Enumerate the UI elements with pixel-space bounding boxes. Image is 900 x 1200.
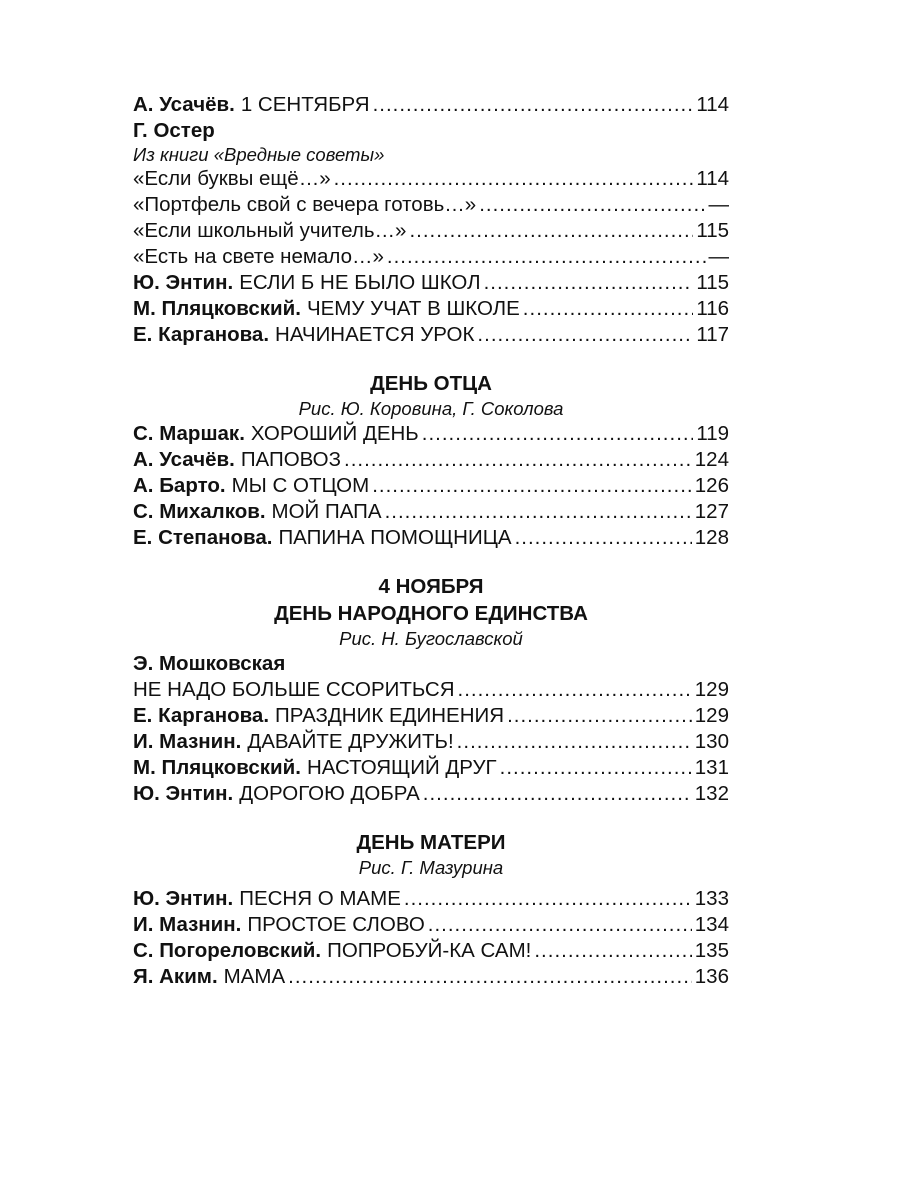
entry-title: ХОРОШИЙ ДЕНЬ xyxy=(250,422,419,445)
dot-leader xyxy=(334,166,694,192)
toc-entry xyxy=(133,703,729,729)
entry-title: ПОПРОБУЙ-КА САМ! xyxy=(327,939,532,962)
dot-leader xyxy=(428,912,692,938)
section-title: ДЕНЬ МАТЕРИ xyxy=(356,831,506,854)
toc-entry xyxy=(133,525,729,551)
dot-leader xyxy=(409,218,693,244)
entry-title: ЧЕМУ УЧАТ В ШКОЛЕ xyxy=(306,297,520,320)
entry-author: Ю. Энтин. xyxy=(133,887,234,910)
toc-entry xyxy=(133,677,729,703)
entry-page: — xyxy=(708,193,729,216)
dot-leader xyxy=(534,938,691,964)
dot-leader xyxy=(344,447,692,473)
entry-author: Я. Аким. xyxy=(133,965,218,988)
entry-title: ПРОСТОЕ СЛОВО xyxy=(247,913,425,936)
entry-title: «Портфель свой с вечера готовь…» xyxy=(133,193,477,216)
dot-leader xyxy=(372,473,692,499)
dot-leader xyxy=(373,92,694,118)
entry-author: А. Усачёв. xyxy=(133,448,235,471)
toc-entry xyxy=(133,421,729,447)
entry-title: «Есть на свете немало…» xyxy=(133,245,384,268)
entry-title: МАМА xyxy=(223,965,286,988)
dot-leader xyxy=(385,499,692,525)
entry-page: 115 xyxy=(696,271,729,294)
entry-title: НАСТОЯЩИЙ ДРУГ xyxy=(306,756,497,779)
dot-leader xyxy=(479,192,705,218)
toc-entry xyxy=(133,447,729,473)
dot-leader xyxy=(423,781,692,807)
entry-page: 114 xyxy=(696,167,729,190)
entry-page: 131 xyxy=(694,756,729,779)
entry-page: 117 xyxy=(696,323,729,346)
entry-page: 134 xyxy=(694,913,729,936)
entry-page: 128 xyxy=(694,526,729,549)
entry-page: 114 xyxy=(696,93,729,116)
dot-leader xyxy=(500,755,692,781)
entry-title: «Если школьный учитель…» xyxy=(133,219,407,242)
entry-title: МЫ С ОТЦОМ xyxy=(231,474,370,497)
entry-page: 129 xyxy=(694,678,729,701)
entry-author: И. Мазнин. xyxy=(133,913,242,936)
book-source: Из книги «Вредные советы» xyxy=(133,144,385,165)
entry-title: ПАПОВОЗ xyxy=(240,448,341,471)
toc-entry xyxy=(133,166,729,192)
entry-author: Е. Степанова. xyxy=(133,526,273,549)
entry-author: С. Михалков. xyxy=(133,500,266,523)
entry-title: ЕСЛИ Б НЕ БЫЛО ШКОЛ xyxy=(239,271,481,294)
section-date: 4 НОЯБРЯ xyxy=(378,575,484,598)
entry-page: 127 xyxy=(694,500,729,523)
entry-page: 133 xyxy=(694,887,729,910)
entry-title: ДАВАЙТЕ ДРУЖИТЬ! xyxy=(247,730,454,753)
toc-entry xyxy=(133,729,729,755)
entry-page: 130 xyxy=(694,730,729,753)
toc-entry xyxy=(133,270,729,296)
toc-entry xyxy=(133,244,729,270)
illustrator-credit: Рис. Ю. Коровина, Г. Соколова xyxy=(298,398,564,419)
entry-author: М. Пляцковский. xyxy=(133,297,301,320)
entry-author: М. Пляцковский. xyxy=(133,756,301,779)
dot-leader xyxy=(288,964,692,990)
entry-author: С. Маршак. xyxy=(133,422,245,445)
entry-title: НЕ НАДО БОЛЬШЕ ССОРИТЬСЯ xyxy=(133,678,455,701)
entry-author: Ю. Энтин. xyxy=(133,271,234,294)
dot-leader xyxy=(422,421,694,447)
entry-title: НАЧИНАЕТСЯ УРОК xyxy=(275,323,475,346)
entry-author: И. Мазнин. xyxy=(133,730,242,753)
entry-page: 124 xyxy=(694,448,729,471)
entry-page: 135 xyxy=(694,939,729,962)
illustrator-credit: Рис. Н. Бугославской xyxy=(339,628,523,649)
entry-page: 132 xyxy=(694,782,729,805)
entry-title: ДОРОГОЮ ДОБРА xyxy=(239,782,420,805)
dot-leader xyxy=(458,677,692,703)
entry-author: А. Усачёв. xyxy=(133,93,235,116)
toc-entry xyxy=(133,92,729,118)
entry-author: Е. Карганова. xyxy=(133,323,270,346)
entry-page: 115 xyxy=(696,219,729,242)
entry-author: Ю. Энтин. xyxy=(133,782,234,805)
toc-entry xyxy=(133,781,729,807)
entry-author: С. Погореловский. xyxy=(133,939,322,962)
dot-leader xyxy=(404,886,692,912)
entry-page: 129 xyxy=(694,704,729,727)
toc-entry xyxy=(133,322,729,348)
dot-leader xyxy=(477,322,693,348)
toc-entry xyxy=(133,192,729,218)
toc-entry xyxy=(133,755,729,781)
entry-page: — xyxy=(708,245,729,268)
toc-entry xyxy=(133,473,729,499)
entry-title: ПАПИНА ПОМОЩНИЦА xyxy=(278,526,512,549)
section-title: ДЕНЬ ОТЦА xyxy=(370,372,492,395)
entry-title: ПЕСНЯ О МАМЕ xyxy=(239,887,401,910)
dot-leader xyxy=(515,525,692,551)
dot-leader xyxy=(484,270,694,296)
toc-entry xyxy=(133,938,729,964)
entry-page: 119 xyxy=(696,422,729,445)
toc-entry xyxy=(133,964,729,990)
toc-entry xyxy=(133,296,729,322)
entry-title: 1 СЕНТЯБРЯ xyxy=(240,93,370,116)
table-of-contents xyxy=(133,92,729,990)
section-title: ДЕНЬ НАРОДНОГО ЕДИНСТВА xyxy=(274,602,588,625)
entry-title: «Если буквы ещё…» xyxy=(133,167,331,190)
toc-entry xyxy=(133,912,729,938)
dot-leader xyxy=(507,703,692,729)
entry-author: А. Барто. xyxy=(133,474,226,497)
illustrator-credit: Рис. Г. Мазурина xyxy=(358,857,504,878)
author-heading: Э. Мошковская xyxy=(133,652,286,675)
entry-title: ПРАЗДНИК ЕДИНЕНИЯ xyxy=(275,704,505,727)
toc-entry xyxy=(133,499,729,525)
dot-leader xyxy=(457,729,692,755)
entry-page: 126 xyxy=(694,474,729,497)
dot-leader xyxy=(523,296,694,322)
entry-title: МОЙ ПАПА xyxy=(271,500,382,523)
dot-leader xyxy=(387,244,706,270)
entry-page: 116 xyxy=(696,297,729,320)
author-heading: Г. Остер xyxy=(133,119,215,142)
entry-author: Е. Карганова. xyxy=(133,704,270,727)
toc-entry xyxy=(133,886,729,912)
toc-entry xyxy=(133,218,729,244)
entry-page: 136 xyxy=(694,965,729,988)
